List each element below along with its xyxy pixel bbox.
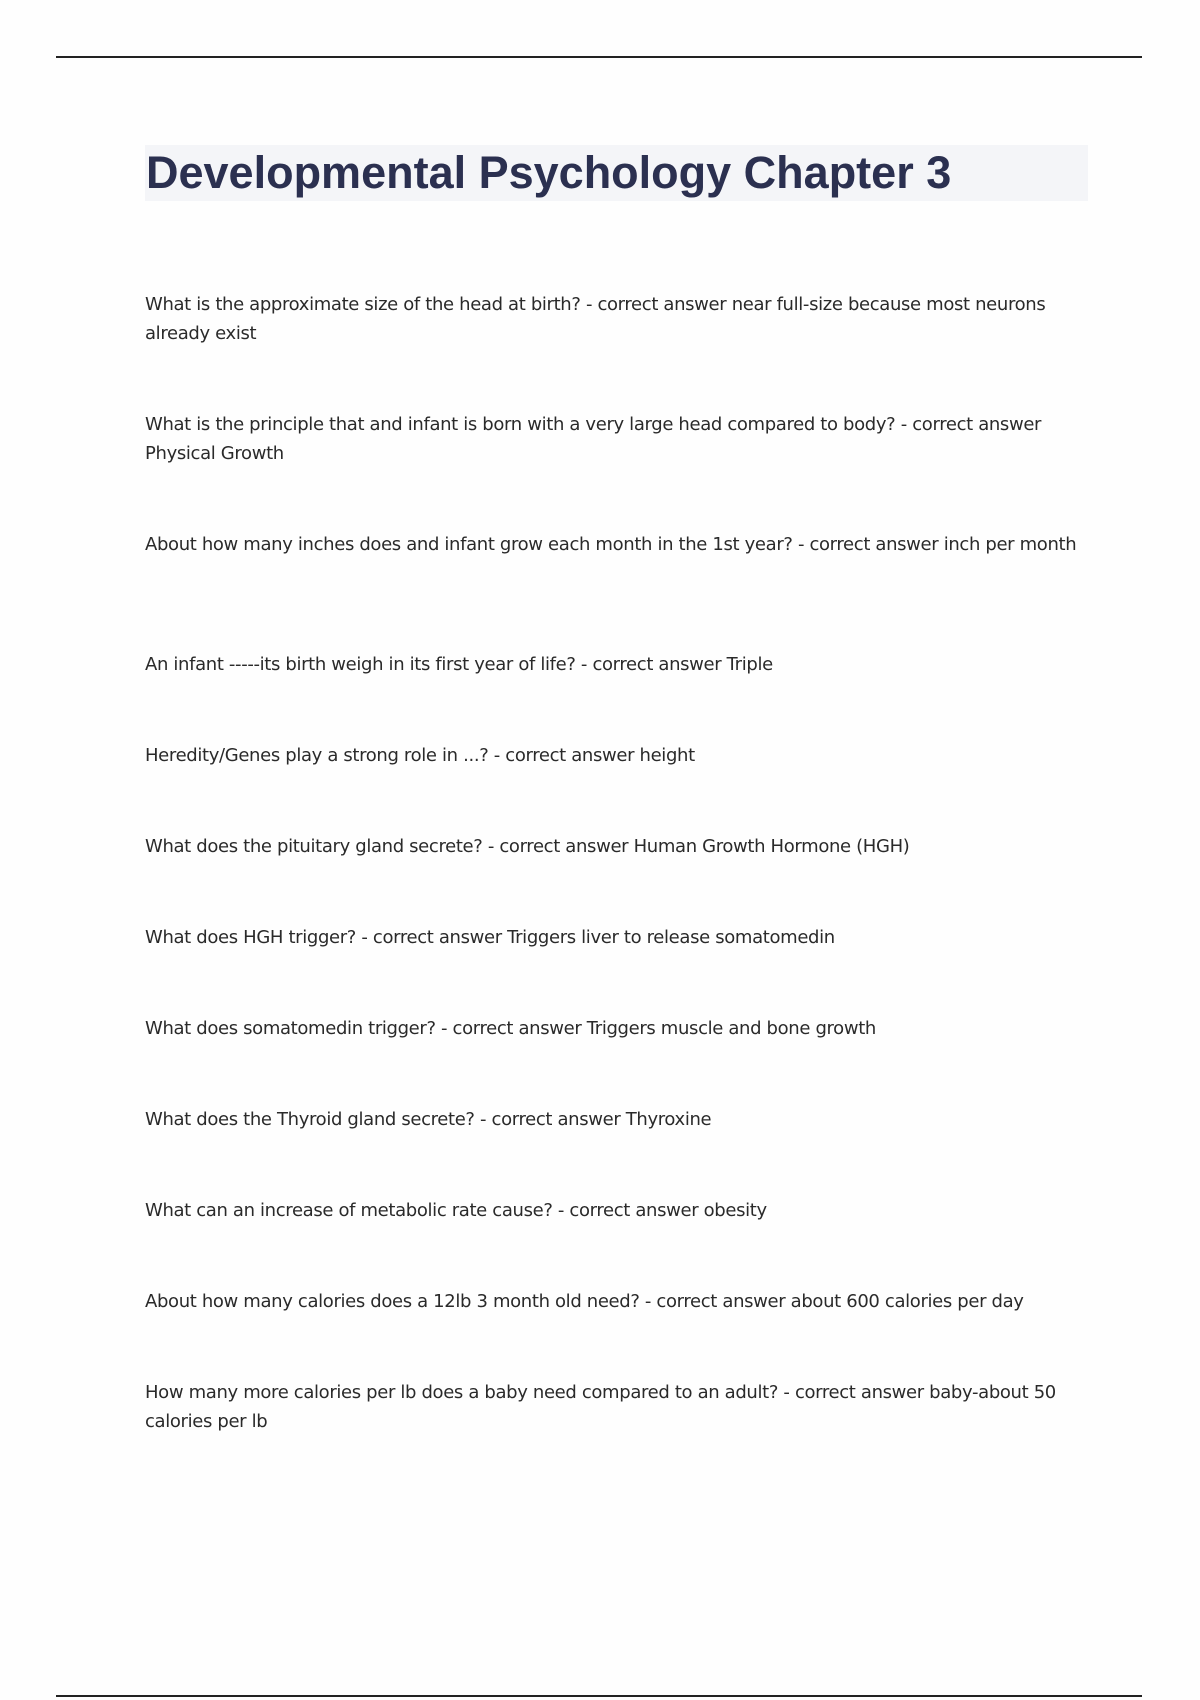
qa-item-10: What can an increase of metabolic rate cause? - correct answer obesity bbox=[145, 1200, 767, 1221]
qa-item-3: About how many inches does and infant grow each month in the 1st year? - correct answer inch per month bbox=[145, 534, 1077, 555]
qa-item-4: An infant -----its birth weigh in its first year of life? - correct answer Triple bbox=[145, 654, 773, 675]
qa-item-1: What is the approximate size of the head at birth? - correct answer near full-size because most neurons already exist bbox=[145, 294, 1046, 344]
qa-item-12: How many more calories per lb does a baby need compared to an adult? - correct answer baby-about 50 calories per lb bbox=[145, 1382, 1056, 1432]
qa-item-5: Heredity/Genes play a strong role in ...? - correct answer height bbox=[145, 745, 695, 766]
page-title: Developmental Psychology Chapter 3 bbox=[146, 147, 952, 198]
bottom-divider bbox=[56, 1695, 1142, 1697]
qa-item-11: About how many calories does a 12lb 3 month old need? - correct answer about 600 calories per day bbox=[145, 1291, 1024, 1312]
qa-item-8: What does somatomedin trigger? - correct answer Triggers muscle and bone growth bbox=[145, 1018, 876, 1039]
qa-item-9: What does the Thyroid gland secrete? - correct answer Thyroxine bbox=[145, 1109, 712, 1130]
qa-item-7: What does HGH trigger? - correct answer Triggers liver to release somatomedin bbox=[145, 927, 835, 948]
qa-item-2: What is the principle that and infant is born with a very large head compared to body? - correct answer Physical Growth bbox=[145, 414, 1042, 464]
qa-item-6: What does the pituitary gland secrete? - correct answer Human Growth Hormone (HGH) bbox=[145, 836, 910, 857]
top-divider bbox=[56, 56, 1142, 58]
